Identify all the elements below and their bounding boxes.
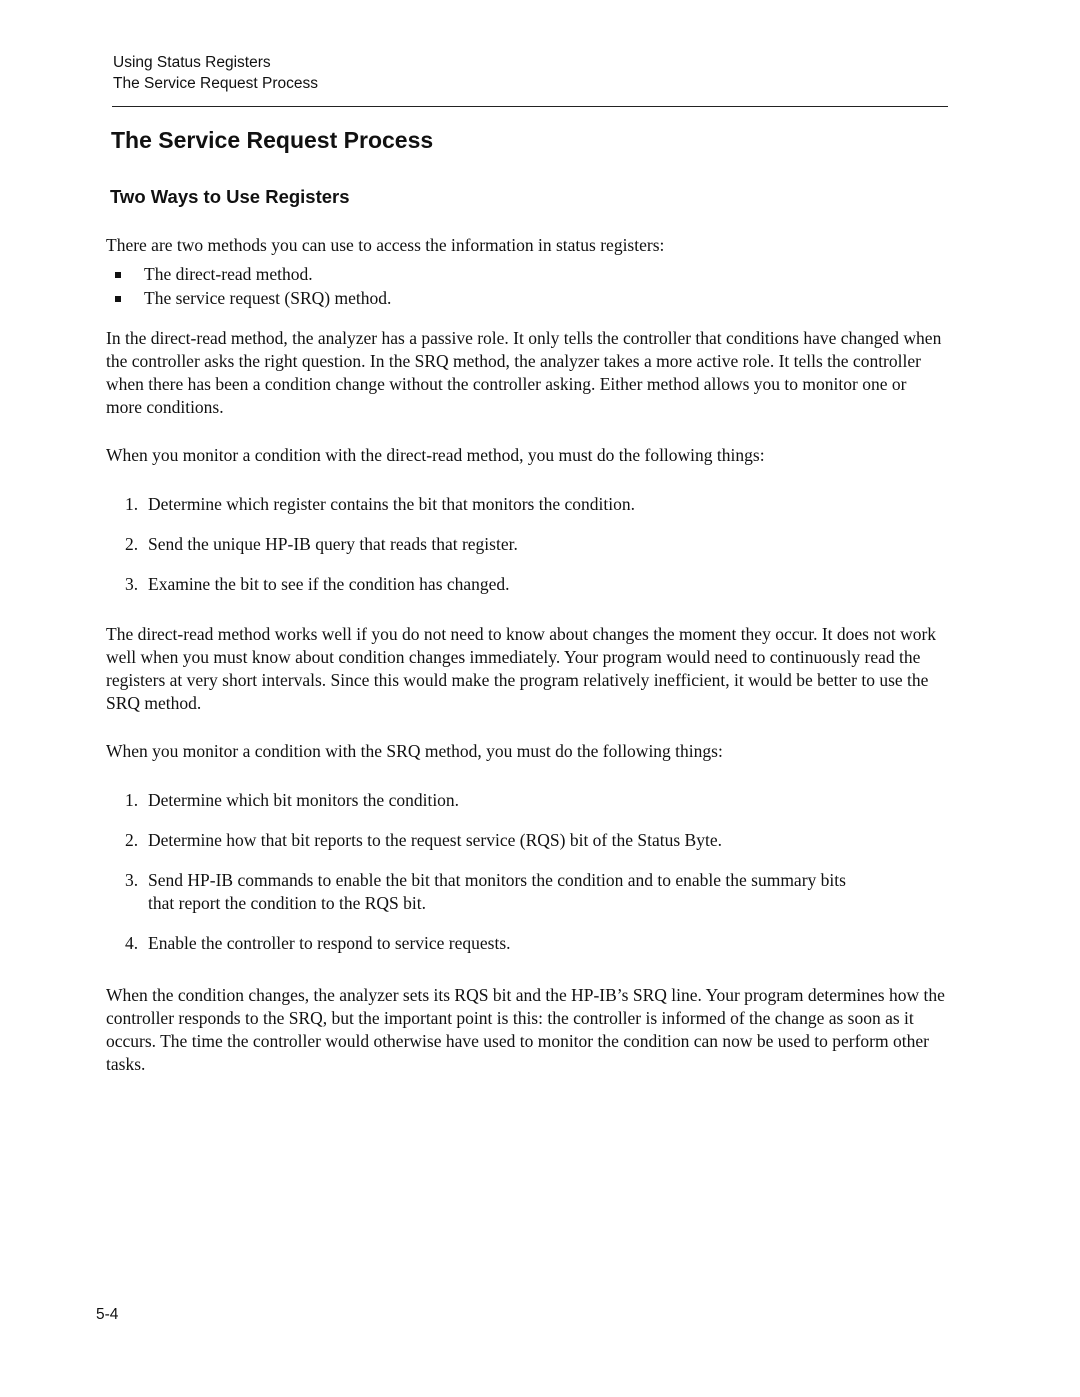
direct-read-intro-text: When you monitor a condition with the direct-read method, you must do the following things: xyxy=(106,445,765,465)
step-number: 2. xyxy=(125,830,139,850)
list-item xyxy=(106,533,946,556)
square-bullet-icon xyxy=(115,296,121,302)
srq-list xyxy=(106,789,946,955)
direct-read-paragraph xyxy=(106,623,946,715)
srq-intro xyxy=(106,740,946,763)
step-number: 2. xyxy=(125,534,139,554)
list-item xyxy=(106,263,946,287)
method-text: The service request (SRQ) method. xyxy=(144,288,392,308)
step-number: 1. xyxy=(125,494,139,514)
step-text: Send HP-IB commands to enable the bit that monitors the condition and to enable the summary bits that report the condition to the RQS bit. xyxy=(148,870,846,913)
srq-intro-text: When you monitor a condition with the SRQ method, you must do the following things: xyxy=(106,741,723,761)
step-text: Examine the bit to see if the condition has changed. xyxy=(148,574,510,594)
final-paragraph xyxy=(106,984,946,1076)
step-text: Determine which register contains the bit that monitors the condition. xyxy=(148,494,635,514)
methods-list xyxy=(106,263,946,311)
step-number: 1. xyxy=(125,790,139,810)
step-text: Determine which bit monitors the condition. xyxy=(148,790,460,810)
header-rule xyxy=(112,106,948,107)
srq-steps xyxy=(106,789,946,955)
section-title: The Service Request Process xyxy=(111,127,434,153)
subsection-title: Two Ways to Use Registers xyxy=(110,186,350,207)
direct-read-intro xyxy=(106,444,946,467)
list-item xyxy=(106,287,946,311)
step-text: Enable the controller to respond to service requests. xyxy=(148,933,511,953)
list-item xyxy=(106,493,946,516)
intro-block xyxy=(106,234,946,311)
square-bullet-icon xyxy=(115,272,121,278)
direct-read-list xyxy=(106,493,946,596)
step-number: 3. xyxy=(125,870,139,890)
roles-text: In the direct-read method, the analyzer has a passive role. It only tells the controller that conditions have changed when the controller asks the right question. In the SRQ method, the analyzer takes a more active role. It tells the controller when there has been a condition change without the controller asking. Either method allows you to monitor one or more conditions. xyxy=(106,328,942,417)
list-item xyxy=(106,789,946,812)
direct-read-text: The direct-read method works well if you do not need to know about changes the moment they occur. It does not work well when you must know about condition changes immediately. Your program would need to continuously read the registers at very short intervals. Since this would make the program relatively inefficient, it would be better to use the SRQ method. xyxy=(106,624,937,713)
direct-read-steps xyxy=(106,493,946,596)
step-text: Determine how that bit reports to the request service (RQS) bit of the Status Byte. xyxy=(148,830,722,850)
method-text: The direct-read method. xyxy=(144,264,313,284)
page-number: 5-4 xyxy=(96,1306,119,1323)
final-text: When the condition changes, the analyzer sets its RQS bit and the HP-IB’s SRQ line. Your program determines how the controller responds to the SRQ, but the important point is this: the controller is informed of the change as soon as it occurs. The time the controller would otherwise have used to monitor the condition can now be used to perform other tasks. xyxy=(106,985,945,1074)
intro-paragraph: There are two methods you can use to access the information in status registers: xyxy=(106,235,665,255)
running-header xyxy=(113,52,318,94)
step-text: Send the unique HP-IB query that reads that register. xyxy=(148,534,518,554)
roles-paragraph xyxy=(106,327,946,419)
running-header-section: The Service Request Process xyxy=(113,75,319,92)
list-item xyxy=(106,869,946,915)
list-item xyxy=(106,573,946,596)
step-number: 4. xyxy=(125,933,139,953)
step-number: 3. xyxy=(125,574,139,594)
list-item xyxy=(106,829,946,852)
running-header-chapter: Using Status Registers xyxy=(113,54,271,71)
list-item xyxy=(106,932,946,955)
